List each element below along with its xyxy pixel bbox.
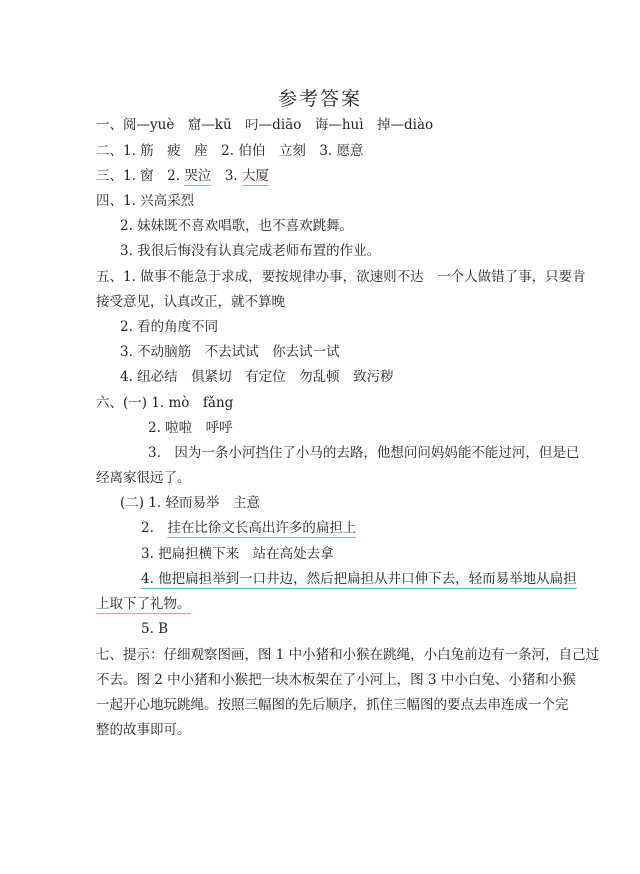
section-6-line-5: (二) 1. 轻而易举 主意 [120, 495, 260, 511]
section-3-prefix: 三、1. 窗 2. [96, 168, 185, 184]
underlined-answer: 大厦 [242, 168, 270, 184]
section-6-line-10: 5. B [141, 621, 169, 637]
section-5-line-3: 2. 看的角度不同 [120, 319, 219, 335]
section-6-line-2: 2. 啦啦 呼呼 [148, 420, 233, 436]
section-4-line-1: 四、1. 兴高采烈 [96, 193, 195, 209]
section-5-line-2: 接受意见，认真改正，就不算晚 [96, 294, 285, 310]
section-6-line-1: 六、(一) 1. mò fǎng [96, 395, 234, 411]
section-4-line-3: 3. 我很后悔没有认真完成老师布置的作业。 [120, 243, 381, 259]
section-5-line-4: 3. 不动脑筋 不去试试 你去试一试 [120, 344, 340, 360]
section-6-line-7: 3. 把扁担横下来 站在高处去拿 [141, 546, 334, 562]
section-6-line-4: 经离家很远了。 [96, 470, 191, 486]
section-5-line-5: 4. 纽必结 俱紧切 有定位 勿乱顿 致污秽 [120, 369, 394, 385]
underlined-answer: 4. 他把扁担举到一口井边，然后把扁担从井口伸下去，轻而易举地从扁担 [141, 571, 577, 587]
section-4-line-2: 2. 妹妹既不喜欢唱歌，也不喜欢跳舞。 [120, 218, 354, 234]
page-title: 参考答案 [277, 88, 362, 110]
section-7-line-4: 整的故事即可。 [96, 722, 191, 738]
section-7-line-3: 一起开心地玩跳绳。按照三幅图的先后顺序，抓住三幅图的要点去串连成一个完 [96, 697, 569, 713]
underlined-answer: 上取下了礼物。 [96, 596, 191, 612]
section-1-line: 一、阅—yuè 窟—kū 叼—diāo 诲—huì 掉—diào [96, 117, 434, 133]
section-7-line-1: 七、提示：仔细观察图画，图 1 中小猪和小猴在跳绳，小白兔前边有一条河，自己过 [96, 647, 600, 663]
section-3-mid: 3. [211, 168, 243, 184]
section-2-line: 二、1. 筋 疲 座 2. 伯伯 立刻 3. 愿意 [96, 143, 364, 159]
section-6-line-6 [141, 519, 356, 537]
section-6-line-8 [141, 570, 577, 588]
section-7-line-2: 不去。图 2 中小猪和小猴把一块木板架在了小河上，图 3 中小白兔、小猪和小猴 [96, 672, 576, 688]
section-6-line-9 [96, 595, 191, 613]
underlined-answer: 哭泣 [184, 168, 212, 184]
section-5-line-1: 五、1. 做事不能急于求成，要按规律办事，欲速则不达 一个人做错了事，只要肯 [96, 269, 586, 285]
section-3-line [96, 167, 269, 185]
section-6-line-3: 3. 因为一条小河挡住了小马的去路，他想问问妈妈能不能过河，但是已 [148, 445, 580, 461]
underlined-answer: 挂在比徐文长高出许多的扁担上 [167, 520, 357, 536]
section-6-line-6-prefix: 2. [141, 520, 168, 536]
